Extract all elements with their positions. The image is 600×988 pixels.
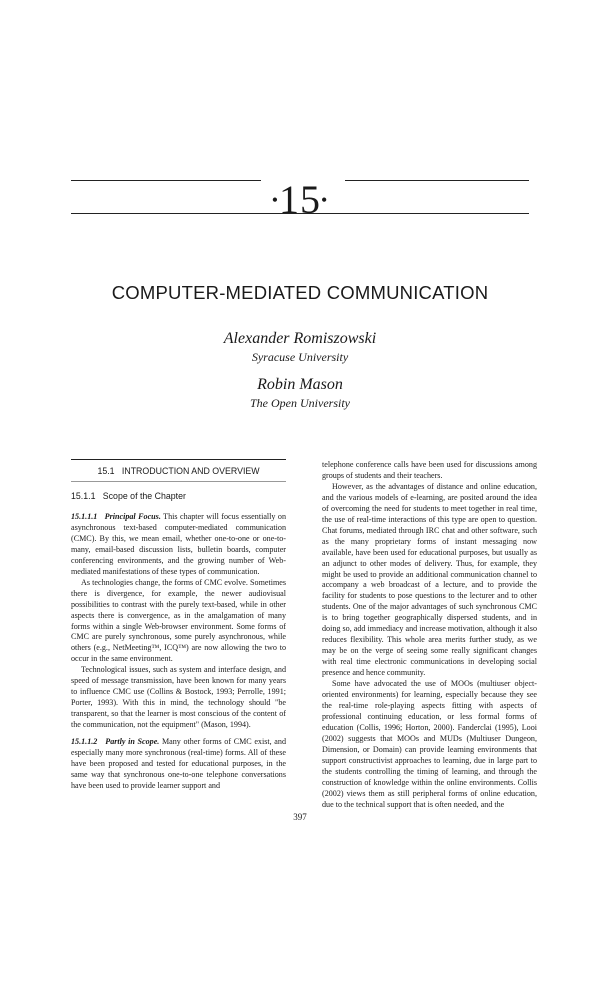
paragraph: Some have advocated the use of MOOs (multiuser object-oriented environments) for learning, especially because they see the real-time role-playing aspects fitting with aspects of professional continuing education, or less formal forms of education (Collis, 1996; Horton, 2000). Fanderclai (1995), Looi (2002) suggests that MOOs and MUDs (Multiuser Dungeon, Dimension, or Domain) can provide learning environments that support constructivist approaches to learning, due in large part to the students controlling the timing of learning, and through the construction of knowledge within the online environments. Collis (2002) views them as still peripheral forms of online education, due to the technical support that is often needed, and the: [322, 679, 537, 809]
author-affiliation-2: The Open University: [250, 396, 350, 410]
author-affiliation-1: Syracuse University: [251, 350, 349, 364]
paragraph: As technologies change, the forms of CMC evolve. Sometimes there is divergence, for example, the newer audiovisual possibilities to contrast with the purely text-based, while in other aspects there is convergence, as in the amalgamation of many forms within a single Web-browser environment. Some forms of CMC are purely synchronous, some purely asynchronous, while others (e.g., NetMeeting™, ICQ™) are now allowing the two to occur in the same environment.: [71, 577, 286, 664]
paragraph-text: Many other forms of CMC exist, and especially many more synchronous (real-time) forms. All of these have been proposed and tested for educational purposes, in the same way that synchronous one-to-one telephone conversations have been used to provide learner support and: [71, 737, 286, 790]
subsection-heading: 15.1.1 Scope of the Chapter: [71, 491, 186, 501]
paragraph: [71, 737, 286, 792]
section-rule-bottom: [71, 481, 286, 482]
paragraph: Technological issues, such as system and interface design, and speed of message transmission, have been known for many years to influence CMC use (Collins & Bostock, 1993; Perrolle, 1991; Porter, 1993). With this in mind, the technology should "be transparent, so that the learner is most conscious of the content of the communication, not the equipment" (Mason, 1994).: [71, 665, 286, 730]
chapter-title: COMPUTER-MEDIATED COMMUNICATION: [111, 282, 489, 303]
paragraph: [71, 512, 286, 578]
paragraph: However, as the advantages of distance and online education, and the various models of e-learning, are posited around the idea of overcoming the need for students to meet together in real time, the use of real-time interactions of this type are open to question. Chat forums, mediated through IRC chat and other software, such as the many proprietary forms of instant messaging now available, have been used for educational purposes, but usually as an adjunct to other modes of delivery. Thus, for example, they might be used to provide an additional communication channel to accompany a web broadcast of a lecture, and to provide the facility for students to pose questions to the lecturer and to other students. One of the major advantages of such synchronous CMC is to bring together geographically dispersed students, and in doing so, add immediacy and increase motivation, although it also reduces flexibility. This whole area merits further study, as we may be on the verge of seeing some really significant changes with real time electronic communications in developing social presence and hence community.: [322, 481, 537, 678]
paragraph-text: This chapter will focus essentially on asynchronous text-based computer-mediated communication (CMC). By this, we mean email, whether one-to-one or one-to-many, email-based discussion lists, bulletin boards, computer conferencing environments, and the growing number of Web-mediated manifestations of these types of communication.: [71, 512, 286, 576]
paragraph-label: 15.1.1.2 Partly in Scope.: [71, 737, 160, 747]
author-name-2: Robin Mason: [257, 376, 343, 393]
chapter-dot-right: •: [321, 189, 329, 210]
page-number: 397: [293, 812, 307, 822]
chapter-number-text: 15: [279, 177, 321, 222]
paragraph: telephone conference calls have been used for discussions among groups of students and their teachers.: [322, 460, 537, 480]
section-heading: 15.1 INTRODUCTION AND OVERVIEW: [97, 466, 260, 476]
author-name-1: Alexander Romiszowski: [223, 330, 377, 347]
chapter-dot-left: •: [271, 189, 279, 210]
right-column: [322, 460, 537, 811]
left-column: [71, 512, 286, 792]
chapter-number: [0, 178, 600, 226]
paragraph-label: 15.1.1.1 Principal Focus.: [71, 512, 161, 521]
section-rule: [71, 459, 286, 460]
